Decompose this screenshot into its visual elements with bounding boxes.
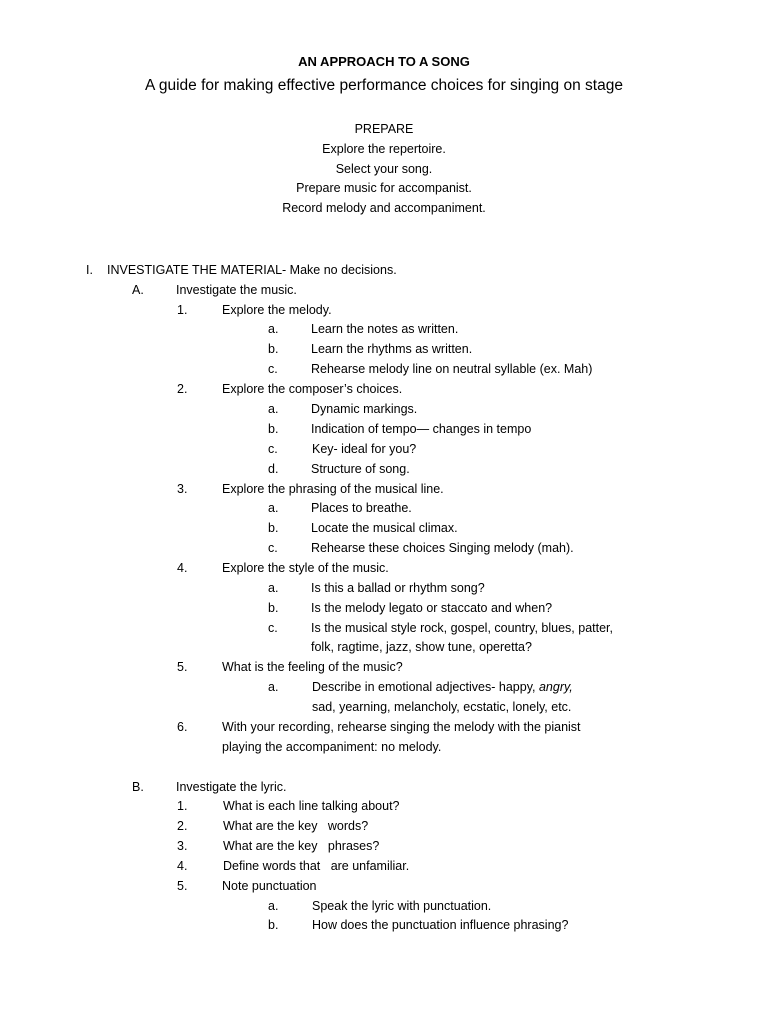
outline-text-continued: playing the accompaniment: no melody.	[222, 740, 442, 754]
outline-text: Learn the notes as written.	[311, 322, 459, 336]
outline-label: A.	[132, 283, 144, 297]
outline-label: b.	[268, 601, 279, 615]
outline-text: With your recording, rehearse singing the melody with the pianist	[222, 720, 581, 734]
outline-label: d.	[268, 462, 279, 476]
outline-label: a.	[268, 680, 279, 694]
outline-label: b.	[268, 342, 279, 356]
outline-text: Explore the phrasing of the musical line.	[222, 482, 444, 496]
outline-text-italic: angry,	[538, 680, 573, 694]
outline-text: Define words that are unfamiliar.	[223, 859, 410, 873]
outline-label: B.	[132, 780, 144, 794]
outline-label: a.	[268, 501, 279, 515]
section-heading: INVESTIGATE THE MATERIAL- Make no decisions.	[107, 263, 397, 277]
outline-label: 5.	[177, 879, 188, 893]
outline-text-continued: folk, ragtime, jazz, show tune, operetta?	[311, 640, 532, 654]
outline-text: Rehearse melody line on neutral syllable (ex. Mah)	[311, 362, 593, 376]
section-number: I.	[86, 263, 93, 277]
outline-text: Speak the lyric with punctuation.	[312, 899, 492, 913]
prepare-heading: PREPARE	[354, 122, 414, 136]
outline-label: 3.	[177, 839, 188, 853]
outline-label: c.	[268, 442, 278, 456]
outline-label: 6.	[177, 720, 188, 734]
prepare-item: Prepare music for accompanist.	[296, 181, 472, 195]
outline-text: Explore the composer’s choices.	[222, 382, 403, 396]
outline-text: Structure of song.	[311, 462, 410, 476]
outline-text: What is the feeling of the music?	[222, 660, 403, 674]
outline-label: 2.	[177, 819, 188, 833]
outline-label: 1.	[177, 303, 188, 317]
outline-text: Is this a ballad or rhythm song?	[311, 581, 485, 595]
outline-label: 4.	[177, 859, 188, 873]
prepare-item: Select your song.	[335, 162, 433, 176]
outline-label: a.	[268, 899, 279, 913]
outline-text: Dynamic markings.	[311, 402, 418, 416]
outline-label: b.	[268, 918, 279, 932]
outline-text-continued: sad, yearning, melancholy, ecstatic, lonely, etc.	[312, 700, 572, 714]
outline-text: How does the punctuation influence phrasing?	[312, 918, 569, 932]
outline-text: Explore the style of the music.	[222, 561, 389, 575]
outline-text: Is the melody legato or staccato and when?	[311, 601, 553, 615]
outline-label: 2.	[177, 382, 188, 396]
outline-label: b.	[268, 422, 279, 436]
outline-label: 3.	[177, 482, 188, 496]
prepare-item: Record melody and accompaniment.	[282, 201, 486, 215]
outline-label: a.	[268, 402, 279, 416]
outline-text: What are the key phrases?	[223, 839, 380, 853]
outline-text: Rehearse these choices Singing melody (mah).	[311, 541, 574, 555]
outline-text: What is each line talking about?	[223, 799, 400, 813]
outline-label: b.	[268, 521, 279, 535]
outline-text: Indication of tempo— changes in tempo	[311, 422, 532, 436]
outline-text: Explore the melody.	[222, 303, 332, 317]
outline-text: Investigate the music.	[176, 283, 297, 297]
outline-label: c.	[268, 362, 278, 376]
outline-text	[312, 679, 573, 695]
outline-text: Key- ideal for you?	[312, 442, 417, 456]
outline-text-part: Describe in emotional adjectives- happy,	[312, 680, 539, 694]
outline-label: 5.	[177, 660, 188, 674]
outline-text: Investigate the lyric.	[176, 780, 287, 794]
outline-label: a.	[268, 322, 279, 336]
outline-text: What are the key words?	[223, 819, 369, 833]
document-title: AN APPROACH TO A SONG	[298, 54, 470, 69]
prepare-item: Explore the repertoire.	[322, 142, 446, 156]
outline-label: c.	[268, 621, 278, 635]
outline-text: Is the musical style rock, gospel, country, blues, patter,	[311, 621, 613, 635]
outline-text: Learn the rhythms as written.	[311, 342, 473, 356]
document-subtitle: A guide for making effective performance choices for singing on stage	[145, 77, 623, 94]
outline-label: 1.	[177, 799, 188, 813]
outline-text: Note punctuation	[222, 879, 317, 893]
outline-text: Places to breathe.	[311, 501, 412, 515]
outline-label: a.	[268, 581, 279, 595]
outline-label: 4.	[177, 561, 188, 575]
outline-label: c.	[268, 541, 278, 555]
outline-text: Locate the musical climax.	[311, 521, 458, 535]
